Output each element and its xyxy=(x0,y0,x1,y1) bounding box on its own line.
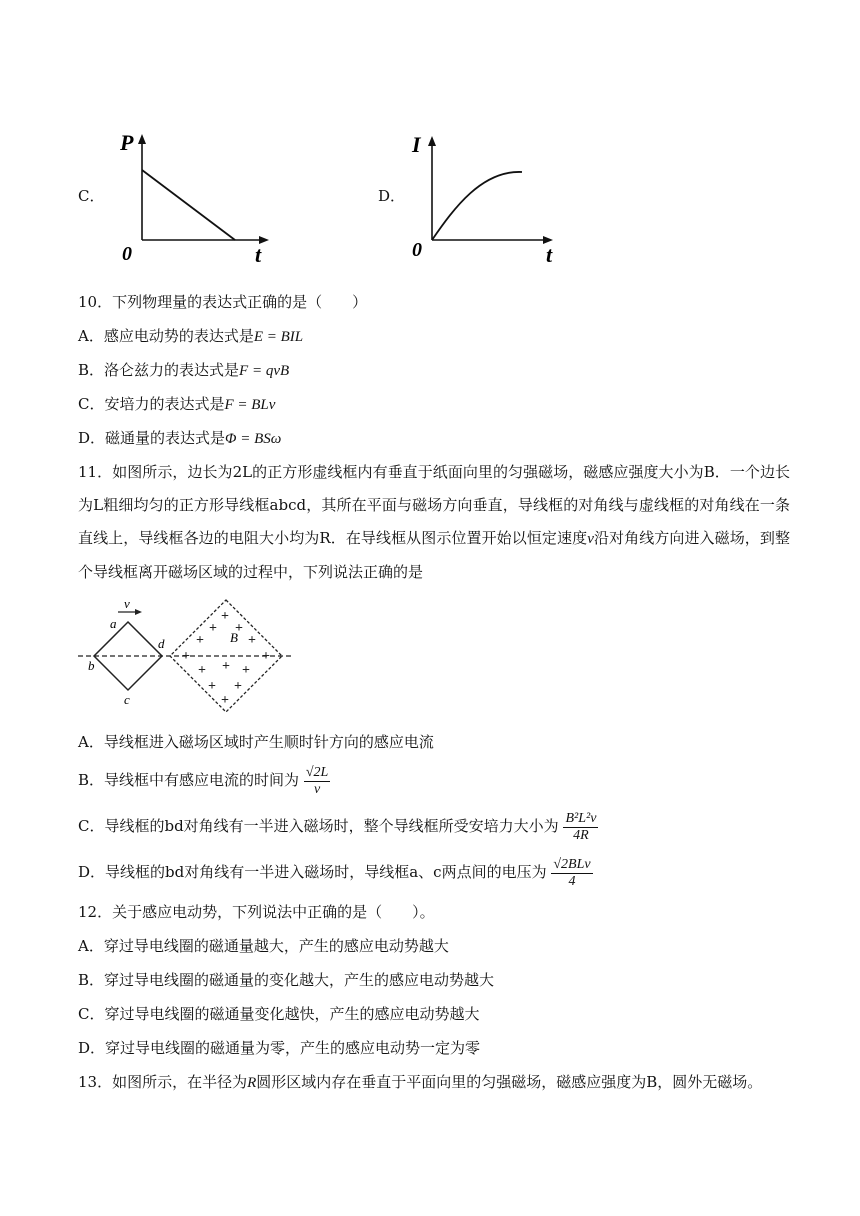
plus-sign: + xyxy=(242,663,250,678)
graph-d-y-arrow xyxy=(428,136,436,146)
q11-option-d-denominator: 4 xyxy=(568,873,576,889)
plus-sign: + xyxy=(235,621,243,636)
q10-option-c xyxy=(78,394,275,415)
q11-stem xyxy=(78,456,790,589)
graph-d-x-label: t xyxy=(546,242,553,267)
q11-option-c-numerator: B²L²v xyxy=(565,810,597,826)
q9-option-d-label: D． xyxy=(378,187,406,205)
q11-stem-v: v xyxy=(587,531,594,547)
q11-field-plus-signs xyxy=(182,609,270,708)
q13-stem-part1: 13．如图所示，在半径为 xyxy=(78,1073,248,1091)
graph-c-y-arrow xyxy=(138,134,146,144)
q10-option-a-formula: E = BIL xyxy=(253,329,304,345)
q11-option-d-text: D．导线框的bd对角线有一半进入磁场时，导线框a、c两点间的电压为 xyxy=(78,863,547,881)
graph-c-x-label: t xyxy=(255,242,262,267)
q10-option-a xyxy=(78,326,303,347)
q11-stem-part1: 11．如图所示，边长为2L的正方形虚线框内有垂直于纸面向里的匀强磁场，磁感应强度大小为B．一个边长为L粗细均匀的正方形导线框abcd，其所在平面与磁场方向垂直，导线框的对角线与虚线框的对角线在一条直线上，导线框各边的电阻大小均为R．在导线框从图示位置开始以恒定速度 xyxy=(78,463,790,547)
plus-sign: + xyxy=(182,649,190,664)
graph-d-current-time xyxy=(404,128,574,268)
plus-sign: + xyxy=(222,659,230,674)
q11-option-d-fraction xyxy=(551,857,592,890)
q12-stem: 12．关于感应电动势，下列说法中正确的是（ ）。 xyxy=(78,903,435,921)
q11-velocity-arrowhead xyxy=(135,609,142,615)
q11-option-b-numerator: √2L xyxy=(305,764,329,780)
q11-label-B: B xyxy=(230,630,238,645)
graph-d-origin: 0 xyxy=(412,239,422,261)
q10-option-d-formula: Φ = BSω xyxy=(225,431,282,447)
q11-label-a: a xyxy=(110,616,117,631)
q11-stem-part2: 沿对角线方向进入磁场，到整个导线框离开磁场区域的过程中，下列说法正确的是 xyxy=(78,529,790,581)
q11-option-c-text: C．导线框的bd对角线有一半进入磁场时，整个导线框所受安培力大小为 xyxy=(78,817,559,835)
q11-option-a: A．导线框进入磁场区域时产生顺时针方向的感应电流 xyxy=(78,733,434,751)
q9-option-c-label: C． xyxy=(78,187,105,205)
q10-option-c-formula: F = BLv xyxy=(224,397,276,413)
q12-option-c: C．穿过导电线圈的磁通量变化越快，产生的感应电动势越大 xyxy=(78,1005,480,1023)
graph-c-y-label: P xyxy=(120,130,134,155)
q10-option-a-text: A．感应电动势的表达式是 xyxy=(78,327,254,345)
graph-d-y-label: I xyxy=(412,132,421,157)
q12-option-d: D．穿过导电线圈的磁通量为零，产生的感应电动势一定为零 xyxy=(78,1039,481,1057)
plus-sign: + xyxy=(198,663,206,678)
graph-c-origin: 0 xyxy=(122,243,132,265)
q13-stem-R: R xyxy=(247,1075,257,1091)
plus-sign: + xyxy=(248,633,256,648)
q11-label-v: v xyxy=(124,596,130,611)
q13-stem xyxy=(78,1072,762,1093)
q11-option-b xyxy=(78,760,330,800)
q11-option-b-denominator: v xyxy=(313,781,321,797)
q12-option-a: A．穿过导电线圈的磁通量越大，产生的感应电动势越大 xyxy=(78,937,449,955)
q11-figure xyxy=(76,592,296,722)
q10-option-d-text: D．磁通量的表达式是 xyxy=(78,429,226,447)
q11-option-c xyxy=(78,806,598,846)
q11-option-d xyxy=(78,852,593,892)
q10-option-d xyxy=(78,428,281,449)
plus-sign: + xyxy=(196,633,204,648)
q13-stem-part2: 圆形区域内存在垂直于平面向里的匀强磁场，磁感应强度为B，圆外无磁场。 xyxy=(256,1073,763,1091)
q11-label-b: b xyxy=(88,658,95,673)
plus-sign: + xyxy=(234,679,242,694)
plus-sign: + xyxy=(221,609,229,624)
q11-option-b-fraction xyxy=(304,765,330,798)
q11-option-d-numerator: √2BLv xyxy=(553,856,591,872)
q11-option-c-fraction xyxy=(563,811,598,844)
q11-label-c: c xyxy=(124,692,130,707)
plus-sign: + xyxy=(208,679,216,694)
q11-option-b-text: B．导线框中有感应电流的时间为 xyxy=(78,771,300,789)
plus-sign: + xyxy=(262,649,270,664)
plus-sign: + xyxy=(209,621,217,636)
q10-stem: 10．下列物理量的表达式正确的是（ ） xyxy=(78,293,368,311)
q11-label-d: d xyxy=(158,636,165,651)
graph-c-power-time xyxy=(112,128,282,268)
q12-option-b: B．穿过导电线圈的磁通量的变化越大，产生的感应电动势越大 xyxy=(78,971,495,989)
q10-option-b xyxy=(78,360,289,381)
q10-option-b-text: B．洛仑兹力的表达式是 xyxy=(78,361,240,379)
graph-c-curve xyxy=(142,170,235,240)
q11-option-c-denominator: 4R xyxy=(573,827,589,843)
graph-d-curve xyxy=(432,172,522,240)
q10-option-c-text: C．安培力的表达式是 xyxy=(78,395,225,413)
plus-sign: + xyxy=(221,693,229,708)
q10-option-b-formula: F = qvB xyxy=(239,363,290,379)
